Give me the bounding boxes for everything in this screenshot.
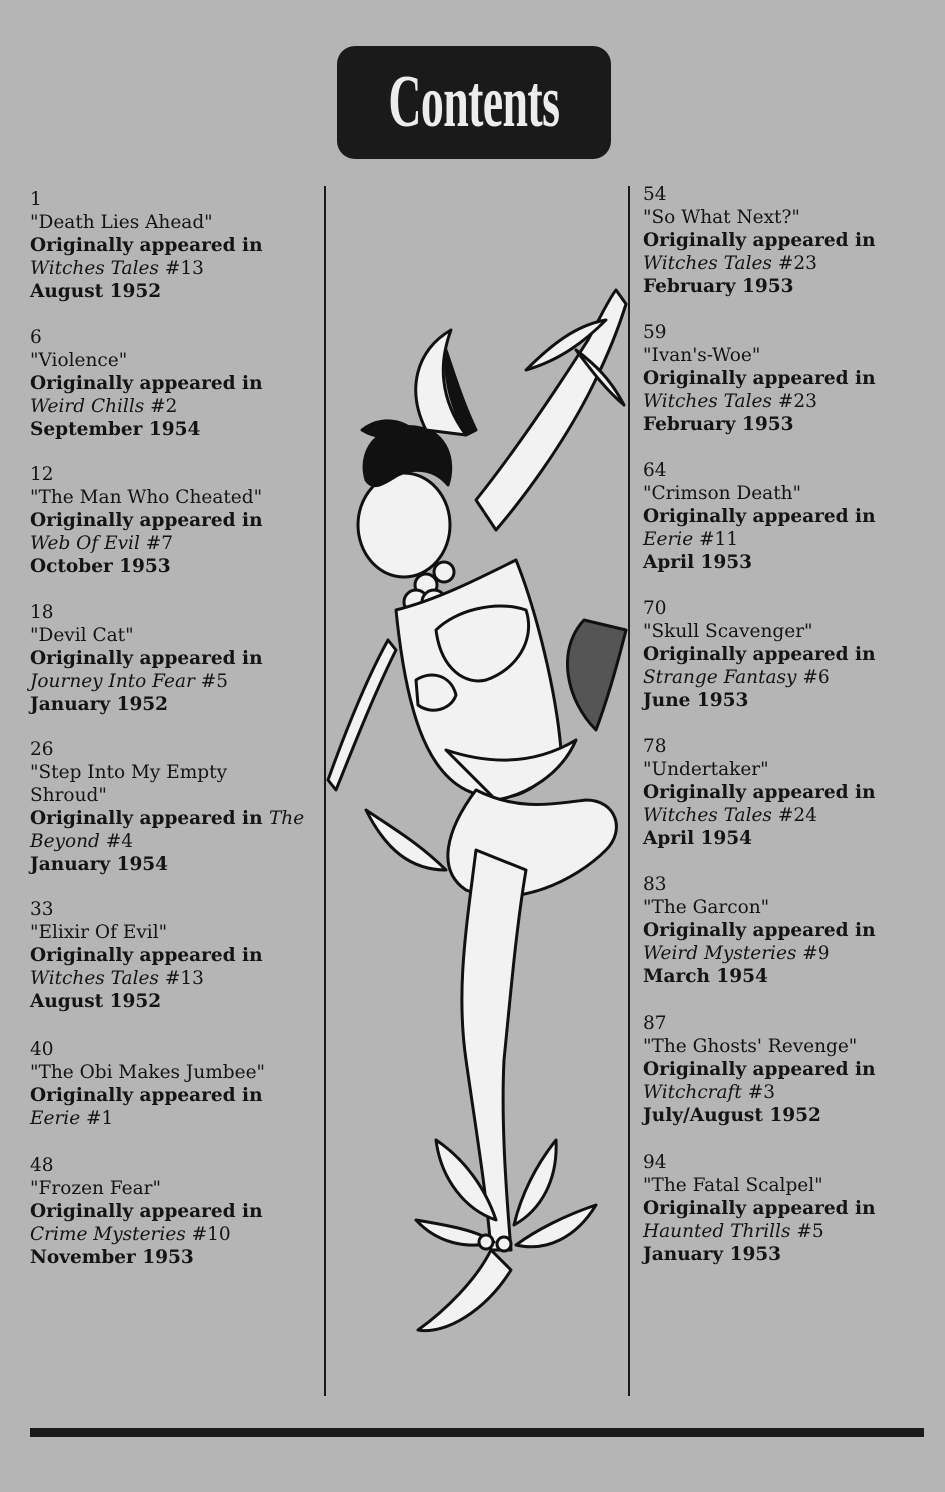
entry-date: February 1953	[643, 414, 794, 435]
toc-entry[interactable]	[643, 873, 876, 988]
entry-story-title: "The Fatal Scalpel"	[643, 1175, 823, 1196]
toc-entry[interactable]	[643, 459, 876, 574]
entry-page-number: 87	[643, 1013, 667, 1034]
toc-entry[interactable]	[30, 738, 304, 876]
entry-source-label: Originally appeared in	[30, 1201, 263, 1222]
entry-source-label: Originally appeared in	[30, 648, 263, 669]
entry-issue: #10	[185, 1224, 231, 1245]
toc-entry[interactable]	[30, 463, 263, 578]
entry-issue: #9	[796, 943, 830, 964]
entry-issue: #5	[790, 1221, 824, 1242]
entry-page-number: 12	[30, 464, 54, 485]
toc-entry[interactable]	[30, 1154, 263, 1269]
toc-entry[interactable]	[643, 597, 876, 712]
entry-issue: #13	[158, 968, 204, 989]
entry-publication: Witchcraft	[643, 1082, 742, 1103]
toc-entry[interactable]	[30, 1038, 265, 1130]
entry-story-title: "Undertaker"	[643, 759, 769, 780]
entry-page-number: 54	[643, 184, 667, 205]
entry-publication: Witches Tales	[30, 968, 159, 989]
entry-publication: Journey Into Fear	[30, 671, 195, 692]
entry-publication: Eerie	[30, 1108, 81, 1129]
toc-entry[interactable]	[643, 735, 876, 850]
entry-date: January 1954	[30, 854, 169, 875]
entry-story-title: "Frozen Fear"	[30, 1178, 161, 1199]
entry-issue: #2	[144, 396, 178, 417]
entry-date: August 1952	[30, 991, 162, 1012]
entry-source-label: Originally appeared in	[643, 230, 876, 251]
entry-date: October 1953	[30, 556, 171, 577]
entry-date: April 1954	[643, 828, 753, 849]
entry-publication: Weird Chills	[30, 396, 145, 417]
entry-page-number: 64	[643, 460, 667, 481]
entry-publication: Witches Tales	[643, 253, 772, 274]
entry-story-title: "So What Next?"	[643, 207, 800, 228]
entry-issue: #23	[771, 253, 817, 274]
entry-publication: Web Of Evil	[30, 533, 140, 554]
entry-issue: #4	[99, 831, 134, 852]
entry-source-label: Originally appeared in	[30, 808, 269, 829]
entry-source-label: Originally appeared in	[643, 920, 876, 941]
toc-entry[interactable]	[643, 183, 876, 298]
entry-date: January 1952	[30, 694, 169, 715]
entry-date: March 1954	[643, 966, 768, 987]
dancer-illustration	[326, 230, 628, 1350]
toc-entry[interactable]	[30, 601, 263, 716]
entry-story-title: "The Ghosts' Revenge"	[643, 1036, 858, 1057]
entry-date: September 1954	[30, 419, 201, 440]
toc-entry[interactable]	[643, 321, 876, 436]
entry-source-label: Originally appeared in	[643, 644, 876, 665]
entry-publication: Strange Fantasy	[643, 667, 797, 688]
entry-source-label: Originally appeared in	[30, 510, 263, 531]
right-divider	[628, 186, 630, 1396]
entry-source-label: Originally appeared in	[643, 782, 876, 803]
entry-issue: #7	[139, 533, 174, 554]
entry-date: February 1953	[643, 276, 794, 297]
entry-date: July/August 1952	[643, 1105, 821, 1126]
entry-date: January 1953	[643, 1244, 782, 1265]
entry-page-number: 70	[643, 598, 667, 619]
entry-page-number: 48	[30, 1155, 54, 1176]
entry-source-label: Originally appeared in	[643, 368, 876, 389]
entry-source-label: Originally appeared in	[30, 1085, 263, 1106]
entry-page-number: 59	[643, 322, 667, 343]
entry-story-title: "Ivan's-Woe"	[643, 345, 761, 366]
entry-issue: #24	[771, 805, 817, 826]
toc-entry[interactable]	[30, 898, 263, 1013]
entry-story-title-continued: Shroud"	[30, 785, 107, 806]
entry-publication-prefix: The	[268, 808, 305, 829]
entry-story-title: "Elixir Of Evil"	[30, 922, 168, 943]
entry-page-number: 33	[30, 899, 54, 920]
entry-source-label: Originally appeared in	[30, 235, 263, 256]
entry-publication: Weird Mysteries	[643, 943, 797, 964]
entry-story-title: "Death Lies Ahead"	[30, 212, 213, 233]
entry-publication: Witches Tales	[30, 258, 159, 279]
entry-story-title: "Step Into My Empty	[30, 762, 228, 783]
bottom-rule	[30, 1428, 924, 1437]
entry-source-label: Originally appeared in	[30, 373, 263, 394]
entry-publication: Witches Tales	[643, 805, 772, 826]
entry-issue: #11	[693, 529, 739, 550]
title-banner	[337, 46, 611, 159]
entry-story-title: "Skull Scavenger"	[643, 621, 813, 642]
entry-source-label: Originally appeared in	[30, 945, 263, 966]
entry-story-title: "Violence"	[30, 350, 128, 371]
entry-date: August 1952	[30, 281, 162, 302]
entry-story-title: "The Man Who Cheated"	[30, 487, 263, 508]
entry-page-number: 94	[643, 1152, 667, 1173]
entry-issue: #1	[80, 1108, 114, 1129]
entry-story-title: "Devil Cat"	[30, 625, 134, 646]
toc-entry[interactable]	[643, 1151, 876, 1266]
entry-page-number: 26	[30, 739, 54, 760]
entry-publication: Witches Tales	[643, 391, 772, 412]
entry-date: November 1953	[30, 1247, 194, 1268]
toc-entry[interactable]	[643, 1012, 876, 1127]
entry-page-number: 83	[643, 874, 667, 895]
entry-issue: #3	[741, 1082, 775, 1103]
entry-publication: Crime Mysteries	[30, 1224, 186, 1245]
entry-story-title: "The Obi Makes Jumbee"	[30, 1062, 266, 1083]
page-title: Contents	[388, 61, 560, 143]
entry-publication: Beyond	[30, 831, 100, 852]
entry-issue: #6	[796, 667, 830, 688]
entry-story-title: "The Garcon"	[643, 897, 770, 918]
entry-page-number: 6	[30, 327, 42, 348]
entry-publication: Haunted Thrills	[643, 1221, 791, 1242]
toc-entry[interactable]	[30, 326, 263, 441]
entry-issue: #23	[771, 391, 817, 412]
entry-page-number: 1	[30, 189, 42, 210]
entry-issue: #13	[158, 258, 204, 279]
entry-source-label: Originally appeared in	[643, 506, 876, 527]
entry-date: April 1953	[643, 552, 753, 573]
entry-issue: #5	[194, 671, 228, 692]
entry-publication: Eerie	[643, 529, 694, 550]
entry-page-number: 78	[643, 736, 667, 757]
entry-source-label: Originally appeared in	[643, 1198, 876, 1219]
entry-page-number: 40	[30, 1039, 54, 1060]
entry-source-label: Originally appeared in	[643, 1059, 876, 1080]
toc-entry[interactable]	[30, 188, 263, 303]
entry-page-number: 18	[30, 602, 54, 623]
entry-date: June 1953	[643, 690, 749, 711]
entry-story-title: "Crimson Death"	[643, 483, 802, 504]
